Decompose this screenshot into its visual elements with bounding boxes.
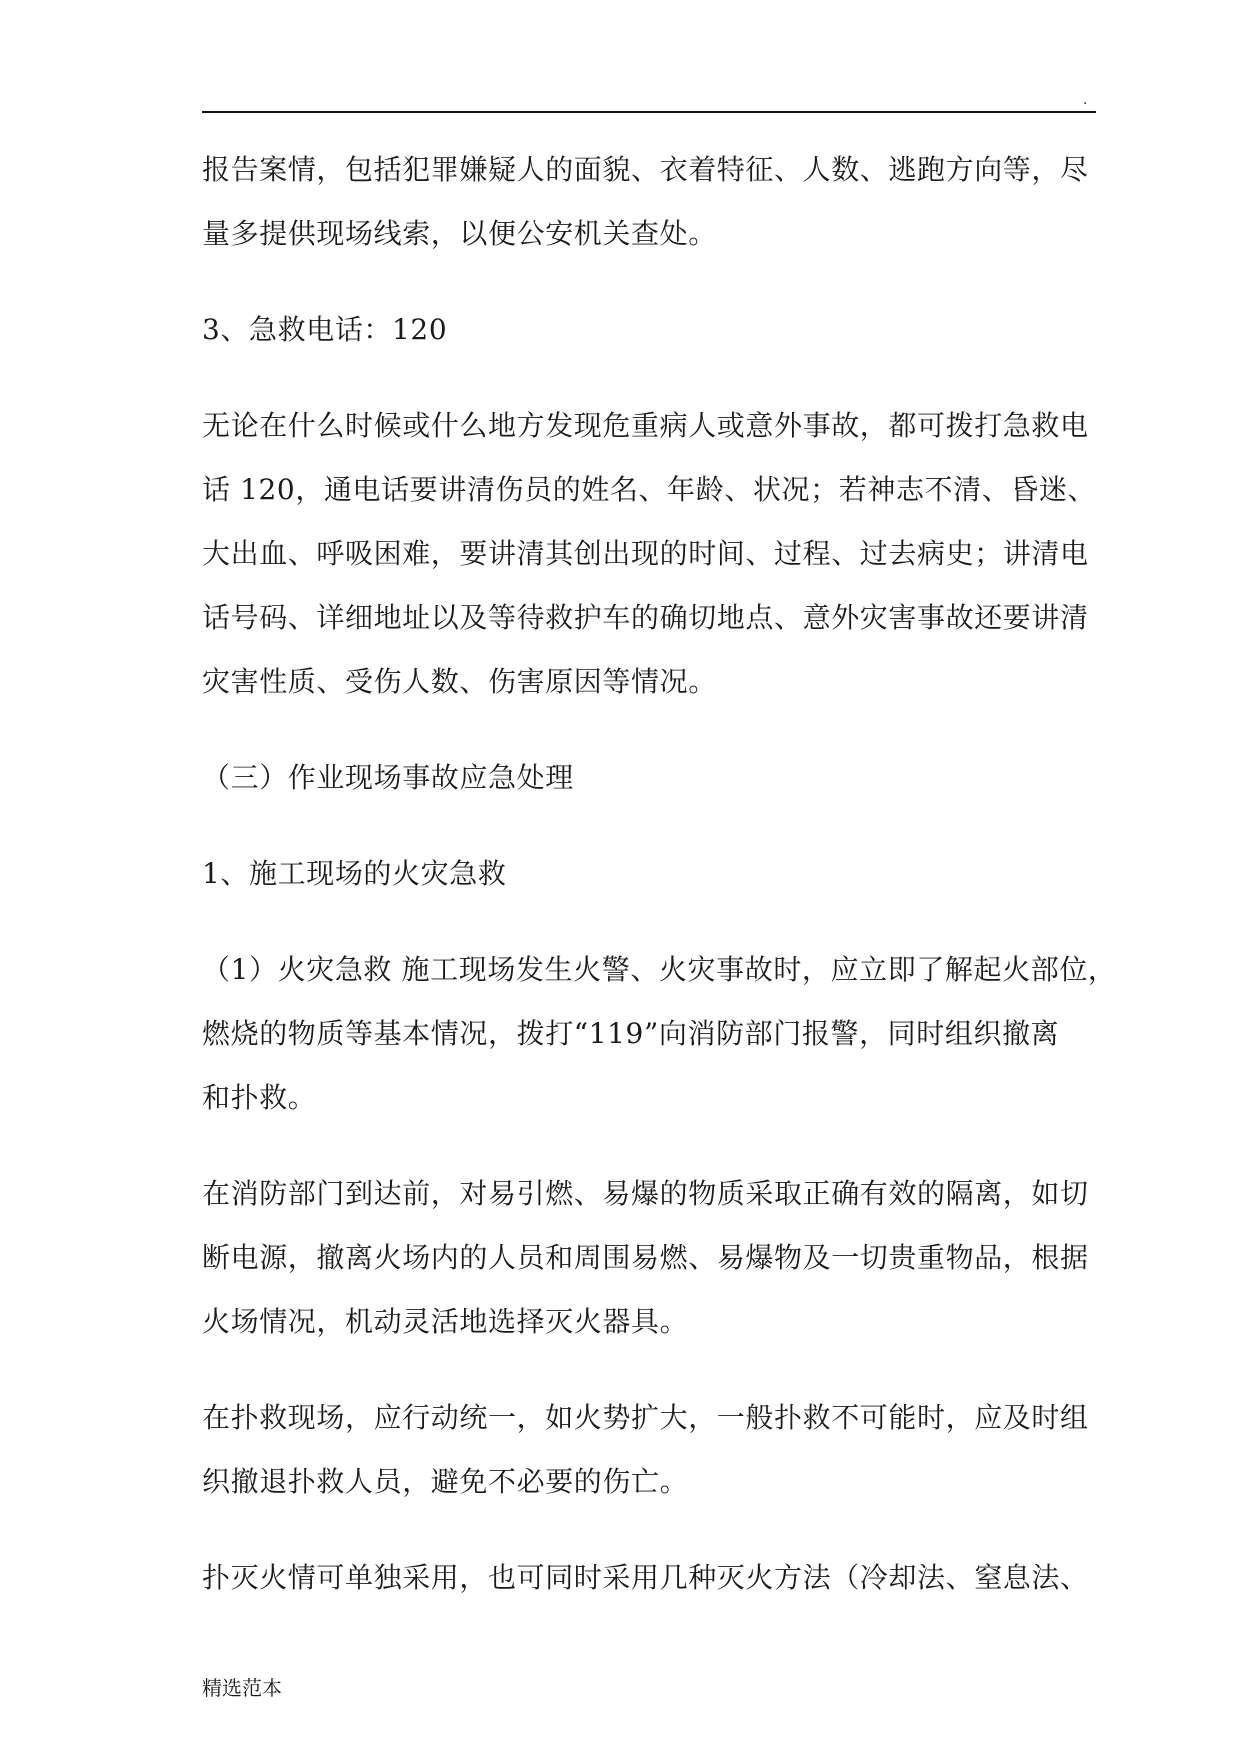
paragraph-fire-emergency xyxy=(202,938,1117,1130)
paragraph-on-site-rescue xyxy=(202,1386,1102,1514)
paragraph-crime-report xyxy=(202,138,1102,266)
heading-section-three xyxy=(202,746,1102,810)
text-line: （三）作业现场事故应急处理 xyxy=(202,761,574,794)
paragraph-extinguish-methods xyxy=(202,1546,1102,1610)
text-line: 无论在什么时候或什么地方发现危重病人或意外事故，都可拨打急救电 xyxy=(202,409,1089,442)
text-line: 织撤退扑救人员，避免不必要的伤亡。 xyxy=(202,1465,689,1498)
text-line: 燃烧的物质等基本情况，拨打“119”向消防部门报警，同时组织撤离 xyxy=(202,1017,1060,1050)
header-mark: . xyxy=(1083,92,1088,108)
header-rule xyxy=(202,111,1096,113)
paragraph-emergency-call xyxy=(202,394,1102,714)
text-line: 灾害性质、受伤人数、伤害原因等情况。 xyxy=(202,665,717,698)
footer-label: 精选范本 xyxy=(202,1676,282,1700)
text-line: 大出血、呼吸困难，要讲清其创出现的时间、过程、过去病史；讲清电 xyxy=(202,537,1089,570)
heading-fire-rescue xyxy=(202,842,1102,906)
text-line: 和扑救。 xyxy=(202,1081,317,1114)
text-line: 量多提供现场线索，以便公安机关查处。 xyxy=(202,217,717,250)
text-line: （1）火灾急救 施工现场发生火警、火灾事故时，应立即了解起火部位， xyxy=(202,953,1117,986)
paragraph-before-firefighters xyxy=(202,1162,1102,1354)
text-line: 3、急救电话：120 xyxy=(202,313,448,346)
text-line: 火场情况，机动灵活地选择灭火器具。 xyxy=(202,1305,689,1338)
text-line: 话号码、详细地址以及等待救护车的确切地点、意外灾害事故还要讲清 xyxy=(202,601,1089,634)
text-line: 1、施工现场的火灾急救 xyxy=(202,857,507,890)
text-line: 扑灭火情可单独采用，也可同时采用几种灭火方法（冷却法、窒息法、 xyxy=(202,1561,1089,1594)
text-line: 话 120，通电话要讲清伤员的姓名、年龄、状况；若神志不清、昏迷、 xyxy=(202,473,1097,506)
text-line: 在扑救现场，应行动统一，如火势扩大，一般扑救不可能时，应及时组 xyxy=(202,1401,1089,1434)
text-line: 断电源，撤离火场内的人员和周围易燃、易爆物及一切贵重物品，根据 xyxy=(202,1241,1089,1274)
text-line: 在消防部门到达前，对易引燃、易爆的物质采取正确有效的隔离，如切 xyxy=(202,1177,1089,1210)
heading-emergency-phone xyxy=(202,298,1102,362)
text-line: 报告案情，包括犯罪嫌疑人的面貌、衣着特征、人数、逃跑方向等，尽 xyxy=(202,153,1089,186)
